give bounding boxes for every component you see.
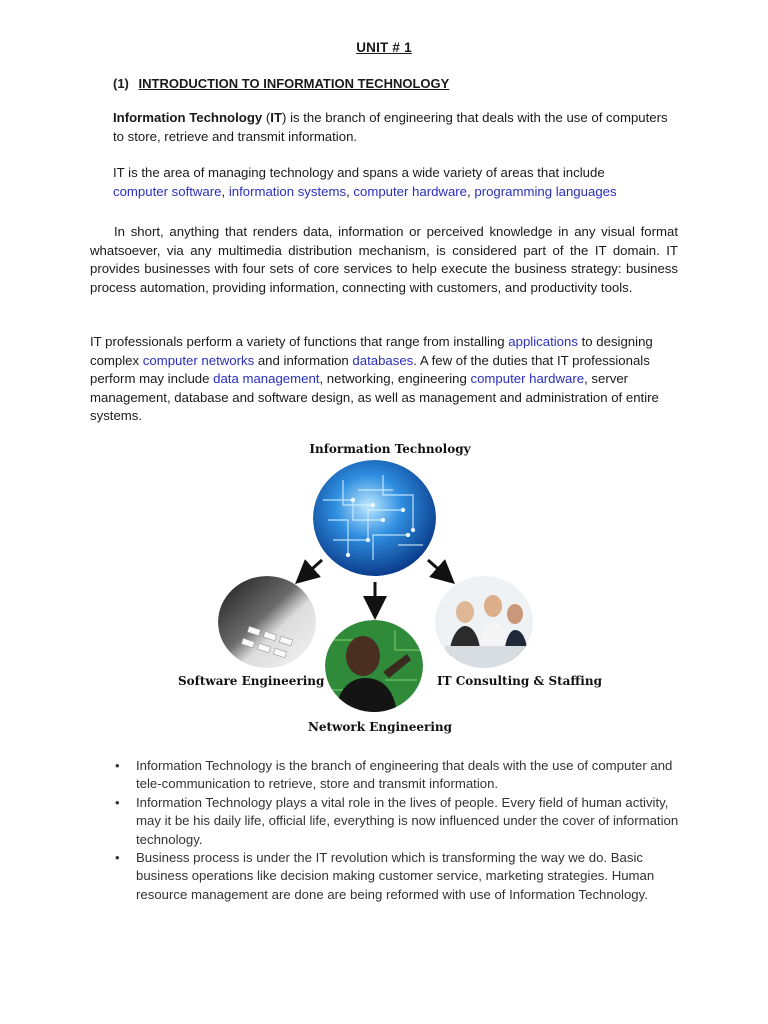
text-run: and information xyxy=(254,352,353,368)
text-run: , networking, engineering xyxy=(319,371,471,386)
section-number: (1) xyxy=(113,76,129,91)
unit-title: UNIT # 1 xyxy=(356,40,412,55)
paragraph-definition xyxy=(113,109,673,146)
areas-intro: IT is the area of managing technology and spans a wide variety of areas that include xyxy=(113,165,605,180)
diagram-title: Information Technology xyxy=(309,442,471,456)
separator: , xyxy=(221,183,229,199)
bullet-text: Information Technology is the branch of engineering that deals with the use of computer and tele-communication to retrieve, store and transmit information. xyxy=(136,758,673,792)
link-computer-hardware[interactable]: computer hardware xyxy=(353,183,468,199)
circuit-globe-image xyxy=(313,460,436,576)
text-run: , server management, database and software design, as well as management and administration of entire systems. xyxy=(90,371,659,423)
paragraph-professionals xyxy=(90,333,678,426)
text-run: . A few of the duties that IT professionals perform may include xyxy=(90,352,650,386)
bullet-text: Business process is under the IT revolution which is transforming the way we do. Basic business operations like decision making customer service, marketing strategies. Human resource management are done are being reformed with use of Information Technology. xyxy=(136,850,655,902)
arrow-left xyxy=(304,560,322,576)
label-software-engineering: Software Engineering xyxy=(178,674,325,688)
link-computer-networks[interactable]: computer networks xyxy=(142,352,255,368)
laptop-keyboard-image xyxy=(218,576,316,668)
term-it: Information Technology xyxy=(113,110,263,125)
section-heading xyxy=(113,76,449,91)
label-it-consulting: IT Consulting & Staffing xyxy=(437,674,602,688)
paragraph-areas xyxy=(113,164,673,201)
bullet-list xyxy=(113,757,683,904)
network-engineer-image xyxy=(325,620,423,712)
label-network-engineering: Network Engineering xyxy=(307,720,453,734)
text-run: IT professionals perform a variety of functions that range from installing xyxy=(90,334,509,349)
separator: , xyxy=(467,183,475,199)
list-item xyxy=(113,794,683,849)
link-applications[interactable]: applications xyxy=(508,334,578,349)
bullet-icon: • xyxy=(115,850,120,866)
link-computer-hardware-2[interactable]: computer hardware xyxy=(470,371,585,386)
link-data-management[interactable]: data management xyxy=(213,371,320,386)
abbr-it: IT xyxy=(270,110,283,125)
link-information-systems[interactable]: information systems xyxy=(228,183,347,199)
list-item xyxy=(113,757,683,794)
paragraph-in-short: In short, anything that renders data, information or perceived knowledge in any visual format whatsoever, via any multimedia distribution mechanism, is considered part of the IT domain. IT provides businesses with four sets of core services to help execute the business strategy: business process automation, providing information, connecting with customers, and productivity tools. xyxy=(90,224,678,295)
list-item xyxy=(113,849,683,904)
bullet-text: Information Technology plays a vital role in the lives of people. Every field of human activity, may it be his daily life, official life, everything is now influenced under the cover of information technology. xyxy=(136,794,679,847)
link-programming-languages[interactable]: programming languages xyxy=(474,183,617,199)
section-heading-text: INTRODUCTION TO INFORMATION TECHNOLOGY xyxy=(138,76,450,91)
link-computer-software[interactable]: computer software xyxy=(113,183,222,199)
consulting-team-image xyxy=(435,576,533,668)
bullet-icon: • xyxy=(115,794,120,810)
separator: , xyxy=(346,183,354,199)
open-paren: ( xyxy=(262,110,271,125)
it-diagram xyxy=(170,436,610,742)
link-databases[interactable]: databases xyxy=(352,352,414,368)
text-run: to designing complex xyxy=(90,334,653,368)
arrow-right xyxy=(428,560,446,576)
bullet-icon: • xyxy=(115,758,120,773)
definition-text: ) is the branch of engineering that deals with the use of computers to store, retrieve and transmit information. xyxy=(113,110,668,144)
